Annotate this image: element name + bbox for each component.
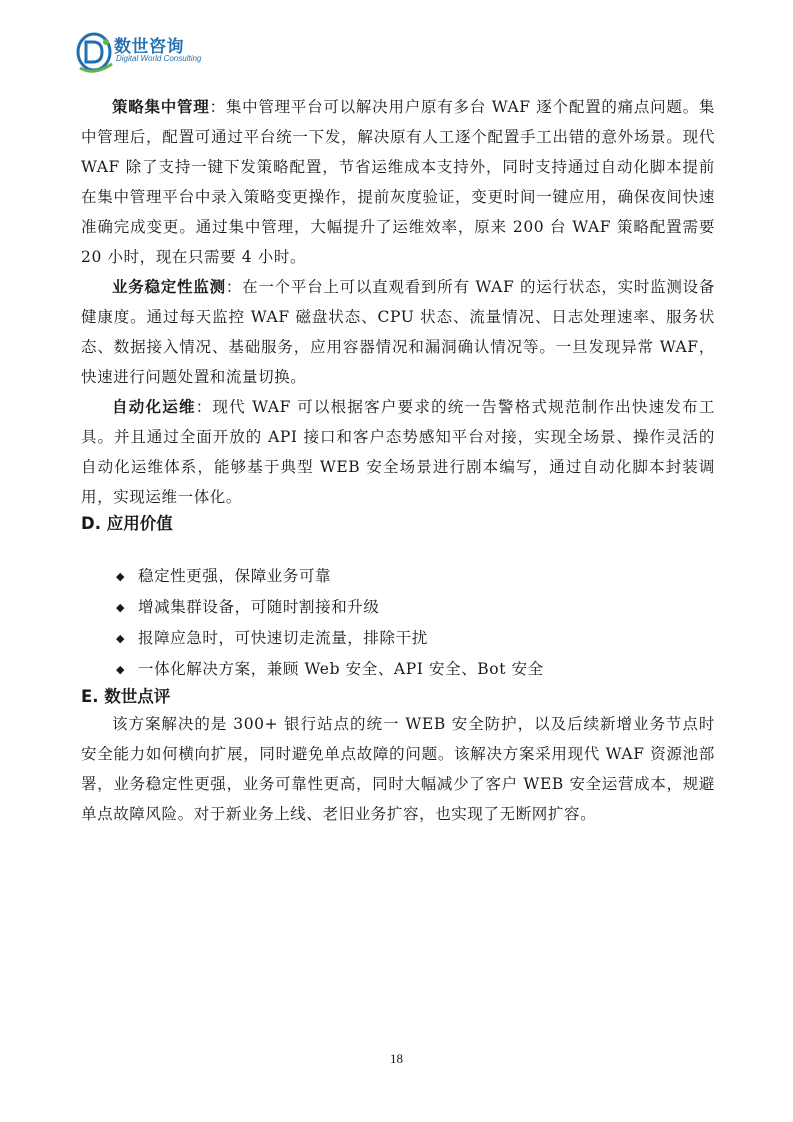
paragraph-text: ：在一个平台上可以直观看到所有 WAF 的运行状态，实时监测设备健康度。通过每天监控 WAF 磁盘状态、CPU 状态、流量情况、日志处理速率、服务状态、数据接入情况、基础服务，应用容器情况和漏洞确认情况等。一旦发现异常 WAF，快速进行问题处置和流量切换。: [81, 278, 715, 386]
diamond-bullet-icon: ◆: [116, 632, 126, 645]
list-item: ◆ 增减集群设备，可随时割接和升级: [116, 592, 715, 623]
diamond-bullet-icon: ◆: [116, 601, 126, 614]
diamond-bullet-icon: ◆: [116, 570, 126, 583]
paragraph-centralized-management: [81, 92, 715, 272]
logo-icon: [76, 30, 116, 76]
paragraph-lead: 自动化运维: [112, 398, 196, 416]
paragraph-review: 该方案解决的是 300+ 银行站点的统一 WEB 安全防护，以及后续新增业务节点时安全能力如何横向扩展，同时避免单点故障的问题。该解决方案采用现代 WAF 资源池部署，业务稳定性更强，业务可靠性更高，同时大幅减少了客户 WEB 安全运营成本，规避单点故障风险。对于新业务上线、老旧业务扩容，也实现了无断网扩容。: [81, 715, 715, 823]
header-logo: [76, 30, 236, 78]
paragraph-lead: 策略集中管理: [112, 98, 210, 116]
value-list: [81, 561, 715, 685]
list-item: ◆ 报障应急时，可快速切走流量，排除干扰: [116, 623, 715, 654]
paragraph-lead: 业务稳定性监测: [112, 278, 226, 296]
page-number: 18: [390, 1051, 403, 1066]
logo-subtitle: Digital World Consulting: [116, 54, 202, 63]
logo-title: 数世咨询: [114, 37, 184, 57]
section-heading-value: D. 应用价值: [81, 514, 173, 533]
paragraph-stability-monitoring: [81, 272, 715, 392]
paragraph-automation: [81, 392, 715, 512]
section-heading-review: E. 数世点评: [81, 687, 171, 706]
paragraph-text: ：集中管理平台可以解决用户原有多台 WAF 逐个配置的痛点问题。集中管理后，配置可通过平台统一下发，解决原有人工逐个配置手工出错的意外场景。现代 WAF 除了支持一键下发策略配置，节省运维成本支持外，同时支持通过自动化脚本提前在集中管理平台中录入策略变更操作，提前灰度验证，变更时间一键应用，确保夜间快速准确完成变更。通过集中管理，大幅提升了运维效率，原来 200 台 WAF 策略配置需要 20 小时，现在只需要 4 小时。: [81, 98, 716, 266]
list-item: ◆ 稳定性更强，保障业务可靠: [116, 561, 715, 592]
paragraph-text: ：现代 WAF 可以根据客户要求的统一告警格式规范制作出快速发布工具。并且通过全面开放的 API 接口和客户态势感知平台对接，实现全场景、操作灵活的自动化运维体系，能够基于典型 WEB 安全场景进行剧本编写，通过自动化脚本封装调用，实现运维一体化。: [81, 398, 715, 506]
diamond-bullet-icon: ◆: [116, 663, 126, 676]
list-item: ◆ 一体化解决方案，兼顾 Web 安全、API 安全、Bot 安全: [116, 654, 715, 685]
document-body: [81, 92, 715, 829]
